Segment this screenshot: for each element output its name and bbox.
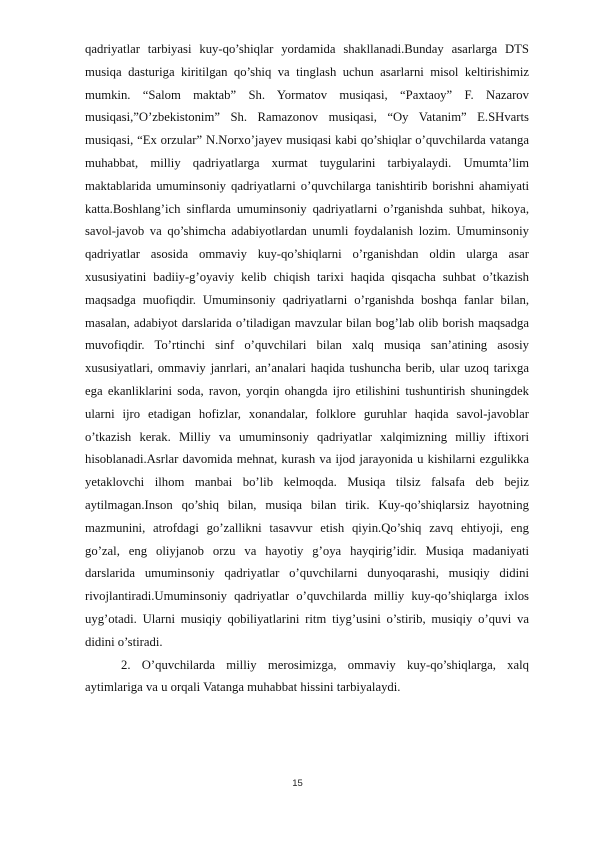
document-page	[85, 38, 529, 699]
body-paragraph-1: qadriyatlar tarbiyasi kuy-qo’shiqlar yordamida shakllanadi.Bunday asarlarga DTS musiqa dasturiga kiritilgan qo’shiq va tinglash uchun asarlarni misol keltirishimiz mumkin. “Salom maktab” Sh. Yormatov musiqasi, “Paxtaoy” F. Nazarov musiqasi,”O’zbekistonim” Sh. Ramazonov musiqasi, “Oy Vatanim” E.SHvarts musiqasi, “Ex orzular” N.Norxo’jayev musiqasi kabi qo’shiqlar o’quvchilarda vatanga muhabbat, milliy qadriyatlarga xurmat tuygularini tarbiyalaydi. Umumta’lim maktablarida umuminsoniy qadriyatlarni o’quvchilarga tanishtirib borishni ahamiyati katta.Boshlang’ich sinflarda umuminsoniy qadriyatlarni o’rganishda suhbat, hikoya, savol-javob va qo’shimcha adabiyotlardan unumli foydalanish lozim. Umuminsoniy qadriyatlar asosida ommaviy kuy-qo’shiqlarni o’rganishdan oldin ularga asar xususiyatini badiiy-g’oyaviy kelib chiqish tarixi haqida qisqacha suhbat o’tkazish maqsadga muofiqdir. Umuminsoniy qadriyatlarni o’rganishda boshqa fanlar bilan, masalan, adabiyot darslarida o’tiladigan mavzular bilan bog’lab olib borish maqsadga muvofiqdir. To’rtinchi sinf o’quvchilari bilan xalq musiqa san’atining asosiy xususiyatlari, ommaviy janrlari, an’analari haqida tushuncha berib, ular uzoq tarixga ega ekanliklarini soda, ravon, yorqin ohangda ijro etilishini tushuntirish shuningdek ularni ijro etadigan hofizlar, xonandalar, folklore guruhlar haqida savol-javoblar o’tkazish kerak. Milliy va umuminsoniy qadriyatlar xalqimizning milliy iftixori hisoblanadi.Asrlar davomida mehnat, kurash va ijod jarayonida u kishilarni ezgulikka yetaklovchi ilhom manbai bo’lib kelmoqda. Musiqa tilsiz falsafa deb bejiz aytilmagan.Inson qo’shiq bilan, musiqa bilan tirik. Kuy-qo’shiqlarsiz hayotning mazmunini, atrofdagi go’zallikni tasavvur etish qiyin.Qo’shiq zavq ehtiyoji, eng go’zal, eng oliyjanob orzu va hayotiy g’oya hayqirig’idir. Musiqa madaniyati darslarida umuminsoniy qadriyatlar o’quvchilarni dunyoqarashi, musiqiy didini rivojlantiradi.Umuminsoniy qadriyatlar o’quvchilarda milliy kuy-qo’shiqlarga ixlos uyg’otadi. Ularni musiqiy qobiliyatlarini ritm tiyg’usini o’stirib, musiqiy o’quvi va didini o’stiradi.	[85, 42, 529, 649]
body-paragraph-2: 2. O’quvchilarda milliy merosimizga, ommaviy kuy-qo’shiqlarga, xalq aytimlariga va u orqali Vatanga muhabbat hissini tarbiyalaydi.	[85, 657, 529, 695]
page-number: 15	[292, 778, 303, 789]
